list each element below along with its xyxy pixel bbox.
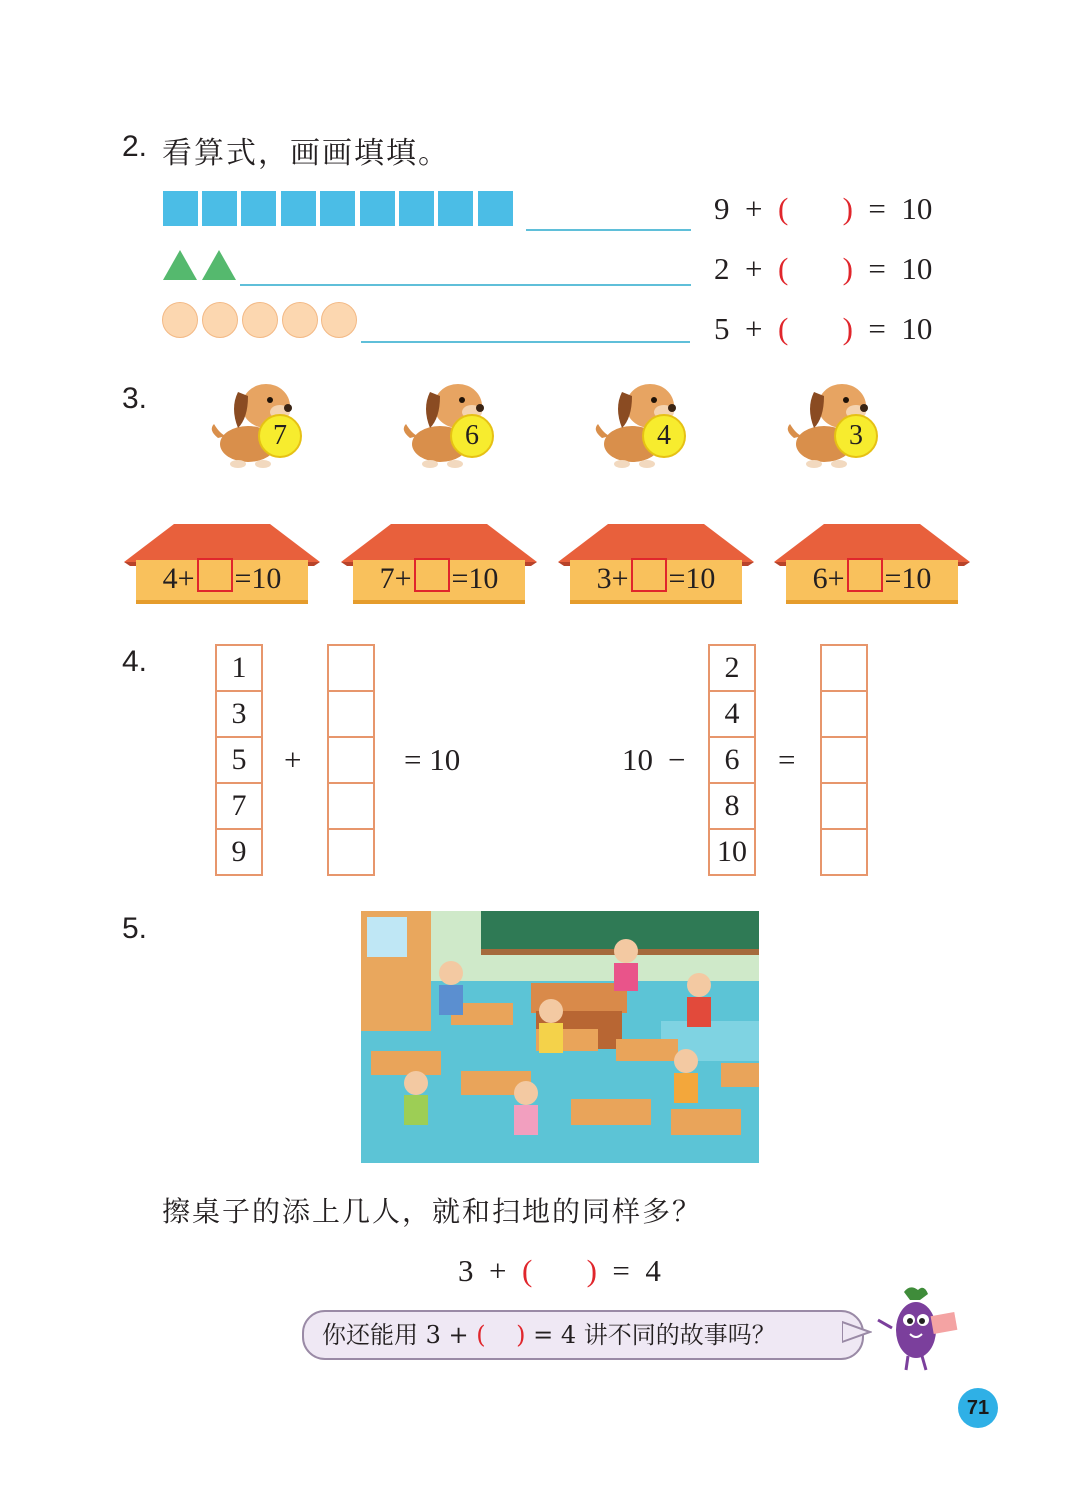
dog-card[interactable]	[592, 378, 692, 470]
number-cell: 4	[710, 692, 754, 738]
house-card[interactable]	[558, 522, 754, 604]
number-cell: 1	[217, 646, 261, 692]
square-shape	[438, 191, 473, 226]
right-number-column	[708, 644, 756, 876]
triangle-shape	[163, 250, 197, 280]
number-cell: 5	[217, 738, 261, 784]
dog-number-badge: 3	[834, 414, 878, 458]
house-equation: 3+ =10	[558, 558, 754, 596]
dog-card[interactable]	[784, 378, 884, 470]
left-number-column	[215, 644, 263, 876]
q5-equation: 3 + ( ) = 4	[458, 1253, 661, 1288]
speech-bubble: 你还能用 3 + ( ) = 4 讲不同的故事吗？	[302, 1310, 864, 1360]
circle-shape	[321, 302, 357, 338]
bubble-tail	[842, 1320, 872, 1346]
left-answer-column	[327, 644, 375, 876]
dog-number-badge: 6	[450, 414, 494, 458]
answer-box[interactable]	[414, 558, 450, 592]
plus-sign: +	[284, 742, 302, 777]
square-shape	[320, 191, 355, 226]
answer-cell[interactable]	[822, 692, 866, 738]
square-shape	[202, 191, 237, 226]
classroom-illustration	[361, 911, 759, 1163]
dog-number-badge: 4	[642, 414, 686, 458]
answer-cell[interactable]	[329, 646, 373, 692]
answer-cell[interactable]	[822, 830, 866, 874]
house-equation: 6+ =10	[774, 558, 970, 596]
square-shape	[399, 191, 434, 226]
triangle-shape	[202, 250, 236, 280]
q2-title: 看算式，画画填填。	[162, 136, 450, 171]
equals-ten: = 10	[404, 742, 461, 777]
page-number: 71	[958, 1388, 998, 1428]
circle-shape	[242, 302, 278, 338]
dog-card[interactable]	[208, 378, 308, 470]
right-answer-column	[820, 644, 868, 876]
q4-number: 4.	[122, 645, 148, 678]
q3-number: 3.	[122, 382, 148, 415]
house-card[interactable]	[774, 522, 970, 604]
square-shape	[281, 191, 316, 226]
equals-sign: =	[778, 742, 796, 777]
square-shape	[478, 191, 513, 226]
answer-box[interactable]	[847, 558, 883, 592]
answer-cell[interactable]	[822, 738, 866, 784]
answer-box[interactable]	[631, 558, 667, 592]
circle-shape	[202, 302, 238, 338]
house-equation: 4+ =10	[124, 558, 320, 596]
number-cell: 2	[710, 646, 754, 692]
answer-cell[interactable]	[329, 830, 373, 874]
number-cell: 10	[717, 835, 747, 868]
eggplant-mascot-icon	[872, 1284, 962, 1374]
square-shape	[241, 191, 276, 226]
answer-cell[interactable]	[822, 784, 866, 830]
answer-cell[interactable]	[822, 646, 866, 692]
house-card[interactable]	[124, 522, 320, 604]
q2-equation-1: 9 + ( ) = 10	[714, 191, 933, 226]
drawing-line[interactable]	[240, 284, 691, 286]
dog-number-badge: 7	[258, 414, 302, 458]
answer-cell[interactable]	[329, 692, 373, 738]
q2-number: 2.	[122, 130, 148, 163]
q2-equation-2: 2 + ( ) = 10	[714, 251, 933, 286]
minuend: 10	[622, 742, 653, 777]
house-card[interactable]	[341, 522, 537, 604]
minus-sign: −	[668, 742, 686, 777]
drawing-line[interactable]	[526, 229, 691, 231]
q5-question: 擦桌子的添上几人，就和扫地的同样多？	[162, 1195, 703, 1228]
answer-cell[interactable]	[329, 738, 373, 784]
dog-card[interactable]	[400, 378, 500, 470]
q5-number: 5.	[122, 912, 148, 945]
number-cell: 8	[710, 784, 754, 830]
number-cell: 9	[231, 835, 247, 868]
drawing-line[interactable]	[361, 341, 690, 343]
square-shape	[163, 191, 198, 226]
answer-box[interactable]	[197, 558, 233, 592]
number-cell: 6	[710, 738, 754, 784]
answer-cell[interactable]	[329, 784, 373, 830]
house-equation: 7+ =10	[341, 558, 537, 596]
circle-shape	[282, 302, 318, 338]
number-cell: 3	[217, 692, 261, 738]
q2-equation-3: 5 + ( ) = 10	[714, 311, 933, 346]
square-shape	[360, 191, 395, 226]
number-cell: 7	[217, 784, 261, 830]
circle-shape	[162, 302, 198, 338]
